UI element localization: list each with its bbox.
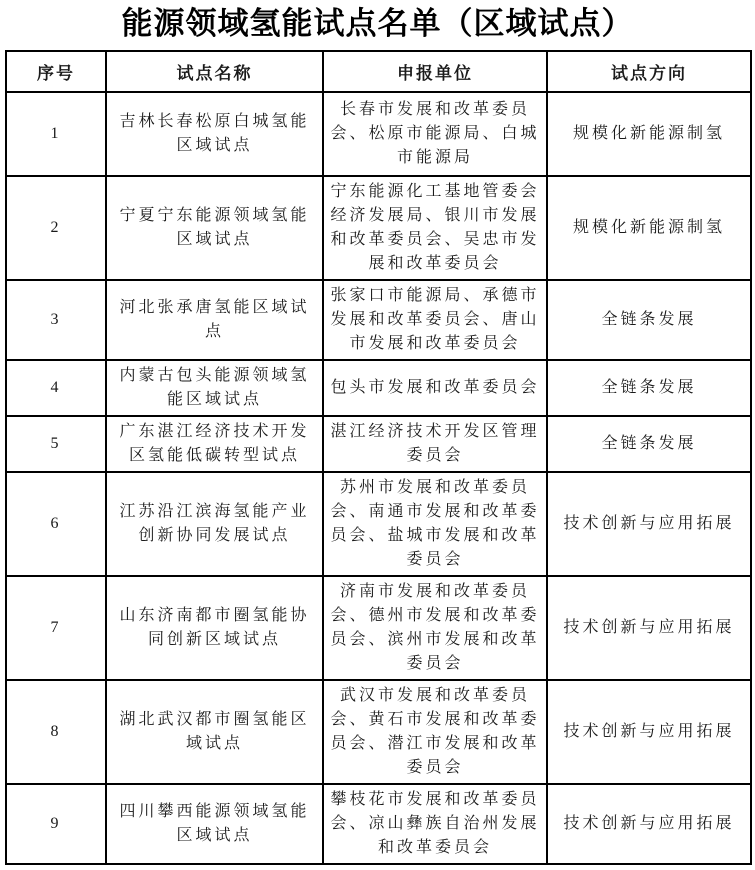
cell-applying-unit: 宁东能源化工基地管委会经济发展局、银川市发展和改革委员会、吴忠市发展和改革委员会 xyxy=(323,176,547,280)
cell-pilot-direction: 技术创新与应用拓展 xyxy=(547,576,751,680)
cell-number: 1 xyxy=(6,92,106,176)
cell-pilot-name: 河北张承唐氢能区域试点 xyxy=(106,280,323,360)
column-header-number: 序号 xyxy=(6,51,106,92)
cell-pilot-direction: 技术创新与应用拓展 xyxy=(547,472,751,576)
pilot-list-table xyxy=(5,50,752,865)
cell-number: 6 xyxy=(6,472,106,576)
cell-pilot-direction: 全链条发展 xyxy=(547,360,751,416)
column-header-pilot-name: 试点名称 xyxy=(106,51,323,92)
cell-applying-unit: 攀枝花市发展和改革委员会、凉山彝族自治州发展和改革委员会 xyxy=(323,784,547,864)
cell-pilot-direction: 技术创新与应用拓展 xyxy=(547,784,751,864)
cell-pilot-name: 湖北武汉都市圈氢能区域试点 xyxy=(106,680,323,784)
column-header-applying-unit: 申报单位 xyxy=(323,51,547,92)
table-row xyxy=(6,360,751,416)
cell-pilot-name: 内蒙古包头能源领域氢能区域试点 xyxy=(106,360,323,416)
cell-pilot-name: 江苏沿江滨海氢能产业创新协同发展试点 xyxy=(106,472,323,576)
table-row xyxy=(6,280,751,360)
cell-pilot-name: 广东湛江经济技术开发区氢能低碳转型试点 xyxy=(106,416,323,472)
cell-number: 2 xyxy=(6,176,106,280)
cell-pilot-name: 宁夏宁东能源领域氢能区域试点 xyxy=(106,176,323,280)
column-header-pilot-direction: 试点方向 xyxy=(547,51,751,92)
cell-applying-unit: 济南市发展和改革委员会、德州市发展和改革委员会、滨州市发展和改革委员会 xyxy=(323,576,547,680)
cell-pilot-direction: 技术创新与应用拓展 xyxy=(547,680,751,784)
cell-applying-unit: 武汉市发展和改革委员会、黄石市发展和改革委员会、潜江市发展和改革委员会 xyxy=(323,680,547,784)
table-row xyxy=(6,472,751,576)
cell-number: 9 xyxy=(6,784,106,864)
cell-pilot-direction: 规模化新能源制氢 xyxy=(547,92,751,176)
cell-applying-unit: 湛江经济技术开发区管理委员会 xyxy=(323,416,547,472)
cell-pilot-direction: 全链条发展 xyxy=(547,416,751,472)
table-row xyxy=(6,784,751,864)
table-row xyxy=(6,680,751,784)
table-header-row xyxy=(6,51,751,92)
cell-number: 5 xyxy=(6,416,106,472)
cell-applying-unit: 张家口市能源局、承德市发展和改革委员会、唐山市发展和改革委员会 xyxy=(323,280,547,360)
cell-pilot-direction: 规模化新能源制氢 xyxy=(547,176,751,280)
cell-number: 8 xyxy=(6,680,106,784)
cell-number: 7 xyxy=(6,576,106,680)
cell-pilot-direction: 全链条发展 xyxy=(547,280,751,360)
table-row xyxy=(6,416,751,472)
page-title: 能源领域氢能试点名单（区域试点） xyxy=(121,6,634,41)
cell-number: 3 xyxy=(6,280,106,360)
table-row xyxy=(6,176,751,280)
table-body xyxy=(6,92,751,864)
cell-applying-unit: 苏州市发展和改革委员会、南通市发展和改革委员会、盐城市发展和改革委员会 xyxy=(323,472,547,576)
cell-applying-unit: 长春市发展和改革委员会、松原市能源局、白城市能源局 xyxy=(323,92,547,176)
cell-pilot-name: 吉林长春松原白城氢能区域试点 xyxy=(106,92,323,176)
cell-number: 4 xyxy=(6,360,106,416)
cell-applying-unit: 包头市发展和改革委员会 xyxy=(323,360,547,416)
cell-pilot-name: 山东济南都市圈氢能协同创新区域试点 xyxy=(106,576,323,680)
table-row xyxy=(6,92,751,176)
table-row xyxy=(6,576,751,680)
cell-pilot-name: 四川攀西能源领域氢能区域试点 xyxy=(106,784,323,864)
